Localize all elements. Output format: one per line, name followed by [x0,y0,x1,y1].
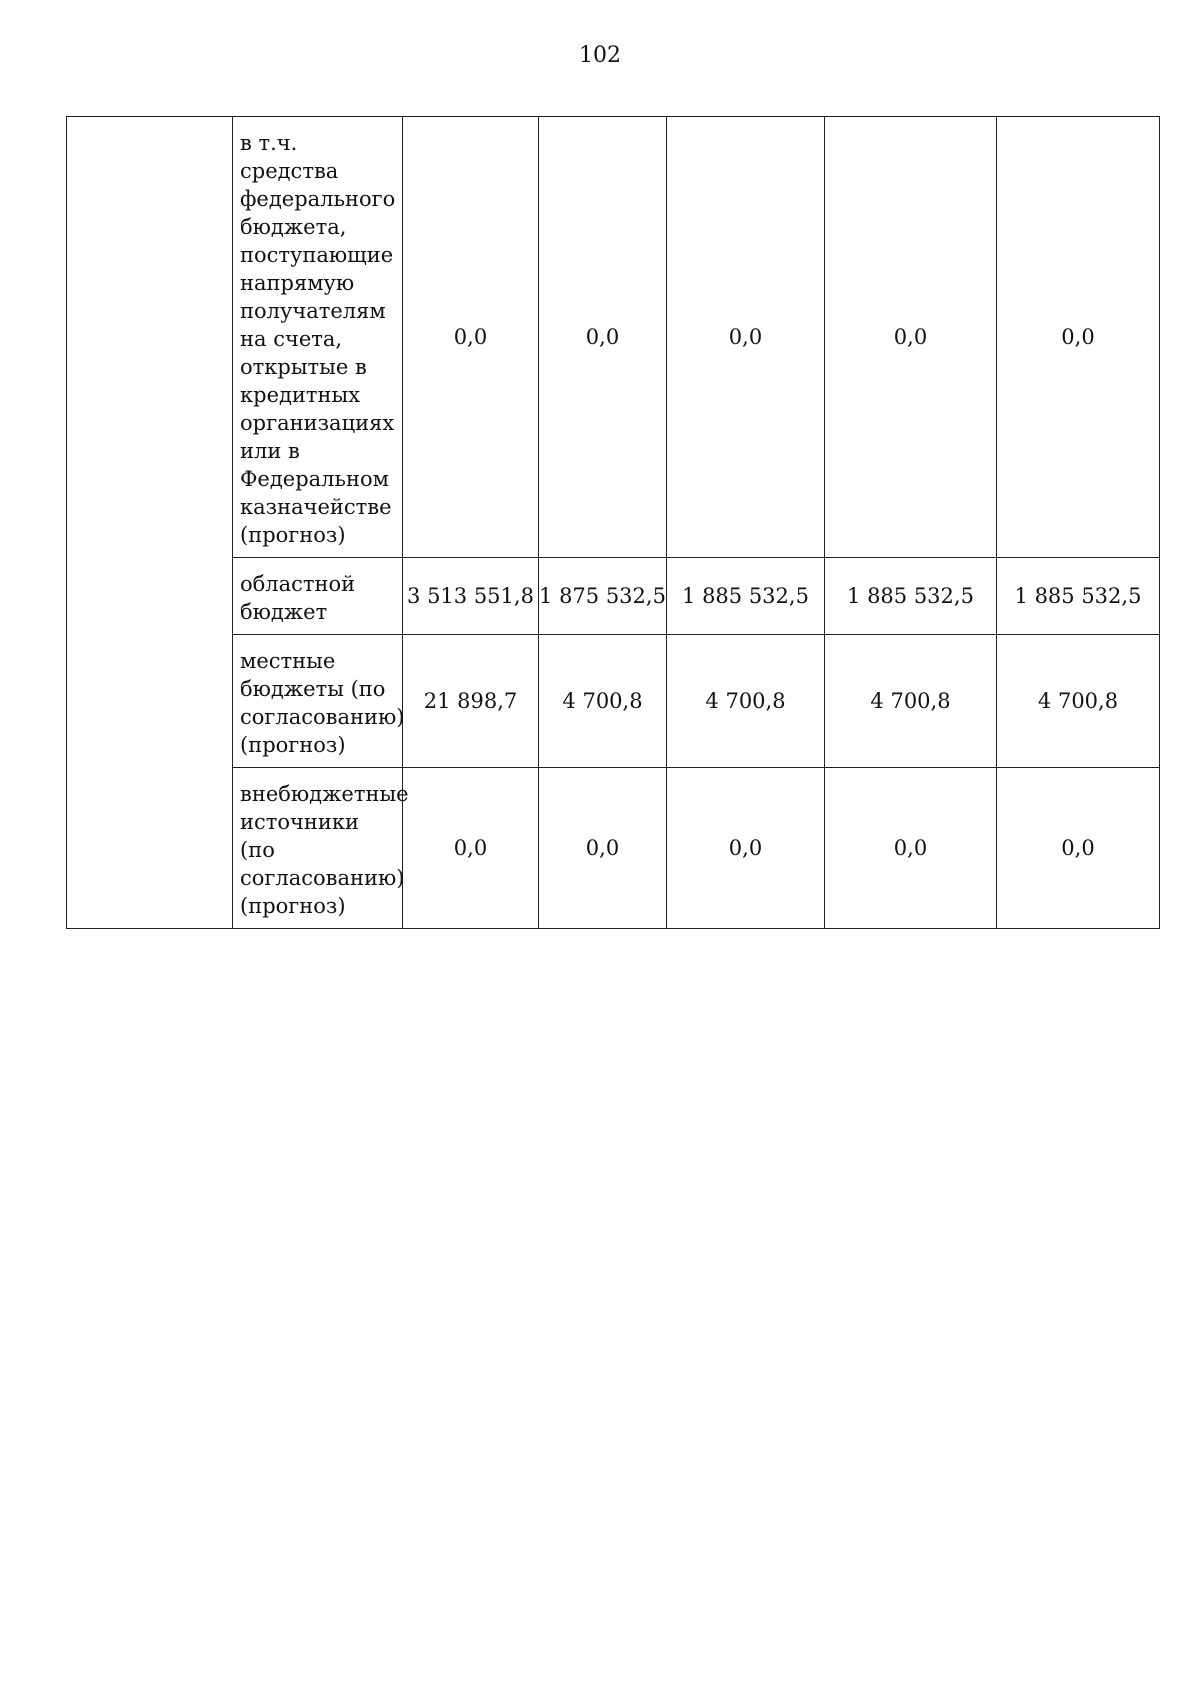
row-label: областной бюджет [233,558,403,635]
value-cell: 4 700,8 [539,635,667,768]
value-cell: 1 885 532,5 [997,558,1160,635]
row-label: в т.ч. средства федерального бюджета, поступающие напрямую получателям на счета, открытые в кредитных организациях или в Федеральном казначействе (прогноз) [233,117,403,558]
empty-merged-cell [67,117,233,929]
table-row-federal-direct [67,117,1160,558]
value-cell: 0,0 [667,768,825,929]
value-cell: 0,0 [403,768,539,929]
value-cell: 0,0 [539,768,667,929]
row-label: местные бюджеты (по согласованию) (прогноз) [233,635,403,768]
value-cell: 4 700,8 [825,635,997,768]
row-label: внебюджетные источники (по согласованию) (прогноз) [233,768,403,929]
budget-table [66,116,1160,929]
value-cell: 0,0 [539,117,667,558]
value-cell: 21 898,7 [403,635,539,768]
value-cell: 1 885 532,5 [825,558,997,635]
value-cell: 0,0 [825,117,997,558]
value-cell: 4 700,8 [667,635,825,768]
value-cell: 1 875 532,5 [539,558,667,635]
value-cell: 0,0 [667,117,825,558]
value-cell: 0,0 [825,768,997,929]
value-cell: 1 885 532,5 [667,558,825,635]
value-cell: 0,0 [997,117,1160,558]
value-cell: 3 513 551,8 [403,558,539,635]
page-number: 102 [579,43,621,68]
value-cell: 0,0 [403,117,539,558]
value-cell: 4 700,8 [997,635,1160,768]
value-cell: 0,0 [997,768,1160,929]
